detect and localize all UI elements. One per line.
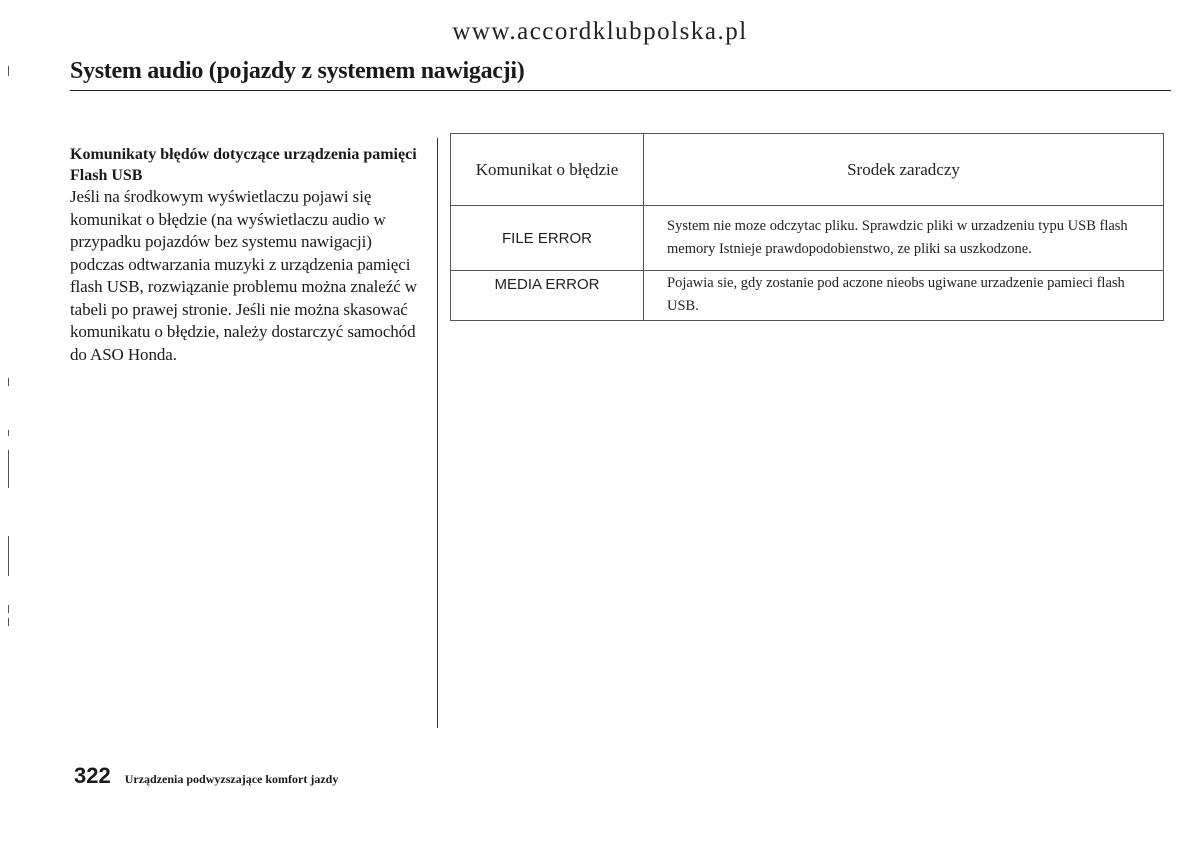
error-message-table	[450, 133, 1164, 321]
usb-error-section	[70, 144, 420, 366]
margin-tick	[8, 605, 9, 613]
table-header-row	[451, 134, 1164, 206]
margin-tick	[8, 618, 9, 626]
error-remedy: Pojawia sie, gdy zostanie pod aczone nieobs ugiwane urzadzenie pamieci flash USB.	[644, 271, 1164, 321]
margin-tick	[8, 66, 9, 76]
error-remedy: System nie moze odczytac pliku. Sprawdzic pliki w urzadzeniu typu USB flash memory Istnieje prawdopodobienstwo, ze pliki sa uszkodzone.	[644, 206, 1164, 271]
margin-tick	[8, 536, 9, 576]
margin-tick	[8, 450, 9, 488]
page-footer	[74, 763, 338, 789]
margin-tick	[8, 430, 9, 436]
chapter-label: Urządzenia podwyzszające komfort jazdy	[124, 772, 339, 786]
site-watermark: www.accordklubpolska.pl	[452, 18, 748, 45]
title-rule	[70, 90, 1171, 92]
table-row	[451, 271, 1164, 321]
header-remedy: Srodek zaradczy	[644, 134, 1164, 206]
error-code: FILE ERROR	[451, 206, 644, 271]
section-body: Jeśli na środkowym wyświetlaczu pojawi się komunikat o błędzie (na wyświetlaczu audio w przypadku pojazdów bez systemu nawigacji) podczas odtwarzania muzyki z urządzenia pamięci flash USB, rozwiązanie problemu można znaleźć w tabeli po prawej stronie. Jeśli nie można skasować komunikatu o błędzie, należy dostarczyć samochód do ASO Honda.	[70, 187, 417, 364]
table-row	[451, 206, 1164, 271]
page-title: System audio (pojazdy z systemem nawigacji)	[70, 58, 525, 84]
page-number: 322	[74, 763, 111, 788]
error-code: MEDIA ERROR	[451, 271, 644, 321]
section-heading: Komunikaty błędów dotyczące urządzenia pamięci Flash USB	[70, 146, 417, 184]
margin-tick	[8, 378, 9, 386]
column-divider	[437, 138, 438, 728]
header-error-message: Komunikat o błędzie	[451, 134, 644, 206]
